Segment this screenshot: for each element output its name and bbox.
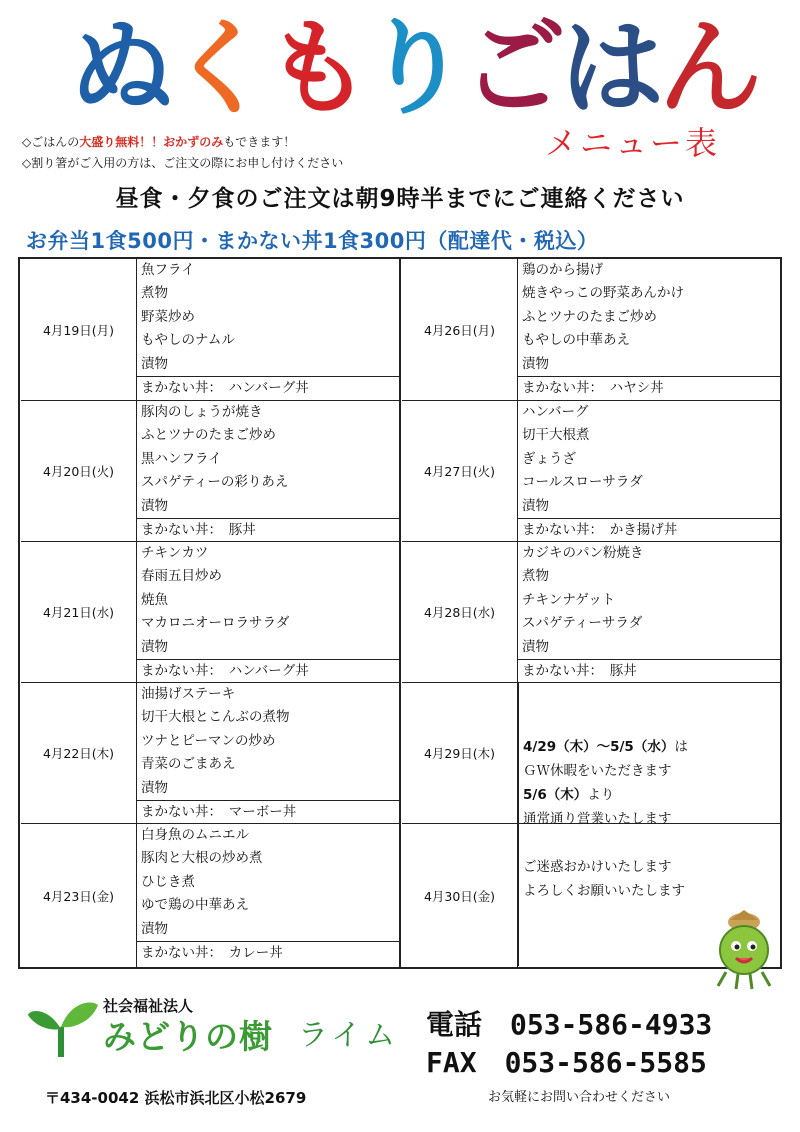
menu-item: スパゲティーサラダ	[522, 615, 643, 632]
menu-date: 4月29日(木)	[402, 683, 518, 823]
price-line: お弁当1食500円・まかない丼1食300円（配達代・税込）	[26, 229, 599, 253]
menu-date: 4月21日(水)	[21, 542, 137, 682]
menu-item: 魚フライ	[141, 262, 195, 278]
menu-item: 漬物	[522, 638, 549, 655]
menu-item: ハンバーグ	[522, 404, 589, 420]
menu-item: 鶏のから揚げ	[522, 262, 603, 278]
menu-donburi: まかない丼： ハンバーグ丼	[137, 659, 401, 682]
menu-item: 豚肉と大根の炒め煮	[141, 850, 263, 867]
note-line-1: ◇ごはんの大盛り無料！！おかずのみもできます！	[22, 135, 296, 149]
menu-item: もやしの中華あえ	[522, 332, 630, 349]
address: 〒434-0042 浜松市浜北区小松2679	[45, 1089, 307, 1107]
menu-item: 切干大根とこんぶの煮物	[141, 709, 290, 726]
menu-date: 4月22日(木)	[21, 683, 137, 823]
menu-item: ぎょうざ	[522, 450, 576, 467]
menu-day	[402, 541, 782, 682]
menu-donburi: まかない丼： 豚丼	[518, 659, 782, 682]
menu-item: 白身魚のムニエル	[141, 827, 249, 843]
menu-item: チキンナゲット	[522, 591, 616, 608]
menu-date: 4月28日(水)	[402, 542, 518, 682]
menu-item: 煮物	[141, 285, 168, 302]
menu-donburi: まかない丼： ハンバーグ丼	[137, 376, 401, 399]
menu-day	[21, 400, 401, 541]
menu-item: 漬物	[522, 497, 549, 514]
menu-item: 切干大根煮	[522, 427, 590, 444]
menu-item: 漬物	[141, 497, 168, 514]
logo-char: ぬ	[70, 7, 169, 129]
menu-item: マカロニオーロラサラダ	[141, 615, 290, 632]
menu-item: 漬物	[141, 779, 168, 796]
notice-line: 4/29（木）～5/5（水）は	[523, 739, 688, 755]
menu-item: 青菜のごまあえ	[141, 756, 236, 773]
menu-donburi: まかない丼： カレー丼	[137, 941, 401, 964]
menu-item: 焼きやっこの野菜あんかけ	[522, 285, 684, 302]
menu-items	[518, 542, 782, 659]
menu-item: ふとツナのたまご炒め	[522, 308, 657, 325]
note-highlight: 大盛り無料！！おかずのみ	[79, 135, 224, 149]
menu-subtitle: メニュー表	[545, 124, 721, 162]
menu-items	[137, 259, 401, 376]
menu-item: 漬物	[141, 920, 168, 937]
menu-items	[518, 259, 782, 376]
menu-day	[402, 259, 782, 400]
menu-table	[18, 257, 782, 969]
menu-items	[137, 824, 401, 941]
title-logo	[70, 7, 757, 129]
menu-date: 4月27日(火)	[402, 401, 518, 541]
menu-item: 野菜炒め	[141, 308, 195, 325]
notice-line: 5/6（木）より	[523, 787, 615, 803]
facility-name: ライム	[298, 1018, 400, 1053]
fax-number: FAX 053-586-5585	[426, 1046, 707, 1079]
menu-donburi: まかない丼： ハヤシ丼	[518, 376, 782, 399]
notice-line: ご迷惑おかけいたします	[523, 859, 672, 875]
order-deadline-headline: 昼食・夕食のご注文は朝9時半までにご連絡ください	[115, 186, 685, 212]
menu-items	[137, 401, 401, 518]
menu-date: 4月30日(金)	[402, 824, 518, 967]
menu-item: チキンカツ	[141, 545, 209, 561]
menu-day	[21, 823, 401, 967]
menu-donburi: まかない丼： 豚丼	[137, 518, 401, 541]
menu-date: 4月23日(金)	[21, 824, 137, 967]
mascot-icon	[708, 910, 780, 990]
notice-line: よろしくお願いいたします	[523, 883, 685, 899]
menu-day	[402, 400, 782, 541]
notice-line: 通常通り営業いたします	[523, 811, 672, 827]
menu-item: 油揚げステーキ	[141, 686, 236, 702]
menu-column-right	[402, 259, 782, 967]
menu-day	[21, 682, 401, 823]
menu-item: スパゲティーの彩りあえ	[141, 474, 289, 491]
menu-items	[137, 683, 401, 800]
logo-char: は	[560, 7, 659, 129]
org-type: 社会福祉法人	[103, 997, 194, 1015]
notice-line: ＧＷ休暇をいただきます	[523, 763, 672, 779]
menu-item: ひじき煮	[141, 873, 195, 890]
menu-item: 漬物	[141, 638, 168, 655]
org-name: みどりの樹	[103, 1017, 273, 1056]
menu-item: コールスローサラダ	[522, 474, 643, 491]
menu-item: もやしのナムル	[141, 332, 235, 349]
inquiry-note: お気軽にお問い合わせください	[488, 1090, 671, 1105]
menu-donburi: まかない丼： マーボー丼	[137, 800, 401, 823]
menu-date: 4月19日(月)	[21, 259, 137, 400]
phone-number: 電話 053-586-4933	[426, 1008, 713, 1041]
menu-item: ゆで鶏の中華あえ	[141, 897, 249, 914]
column-divider	[399, 259, 401, 967]
menu-items	[518, 401, 782, 518]
menu-item: ツナとピーマンの炒め	[141, 732, 276, 749]
logo-text	[70, 8, 756, 128]
notes	[22, 132, 343, 174]
menu-items	[137, 542, 401, 659]
menu-date: 4月20日(火)	[21, 401, 137, 541]
menu-donburi: まかない丼： かき揚げ丼	[518, 518, 782, 541]
menu-item: 漬物	[522, 355, 549, 372]
logo-char: り	[364, 7, 463, 129]
sprout-icon	[28, 997, 98, 1059]
logo-char: ご	[462, 7, 561, 129]
menu-day	[21, 259, 401, 400]
menu-item: 煮物	[522, 568, 549, 585]
logo-char: ん	[658, 7, 757, 129]
menu-item: 黒ハンフライ	[141, 450, 222, 467]
menu-item: 豚肉のしょうが焼き	[141, 404, 263, 420]
note-line-2: ◇割り箸がご入用の方は、ご注文の際にお申し付けください	[22, 156, 344, 170]
menu-item: カジキのパン粉焼き	[522, 545, 644, 561]
logo-char: く	[168, 7, 267, 129]
menu-day	[21, 541, 401, 682]
menu-item: ふとツナのたまご炒め	[141, 427, 276, 444]
menu-item: 春雨五目炒め	[141, 568, 222, 585]
menu-item: 漬物	[141, 355, 168, 372]
menu-item: 焼魚	[141, 591, 168, 608]
menu-column-left	[21, 259, 401, 967]
logo-char: も	[266, 7, 365, 129]
menu-date: 4月26日(月)	[402, 259, 518, 400]
notice-spacer	[523, 831, 782, 855]
